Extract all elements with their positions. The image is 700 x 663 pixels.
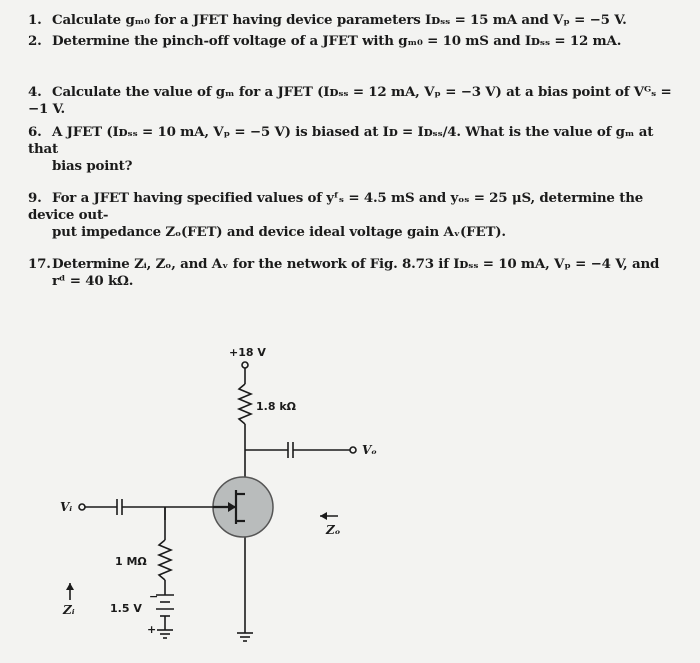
problem-number: 9. — [28, 190, 42, 206]
problem-number: 4. — [28, 84, 42, 100]
problem-number: 2. — [28, 33, 42, 49]
supply-terminal — [242, 362, 248, 368]
problem-text-continued: rᵈ = 40 kΩ. — [52, 273, 134, 289]
gate-resistor-label: 1 MΩ — [115, 555, 147, 568]
battery-plus-label: + — [147, 623, 157, 636]
problem-text-continued: bias point? — [52, 158, 133, 174]
input-impedance-label: Zᵢ — [63, 603, 75, 617]
gate-resistor — [159, 540, 171, 580]
problem-number: 6. — [28, 124, 42, 140]
battery-minus-label: − — [149, 590, 159, 603]
battery-label: 1.5 V — [110, 602, 142, 615]
problem-number: 17. — [28, 256, 51, 272]
drain-resistor-label: 1.8 kΩ — [256, 400, 296, 413]
input-terminal — [79, 504, 85, 510]
problem-text: Determine Zᵢ, Zₒ, and Aᵥ for the network of Fig. 8.73 if Iᴅₛₛ = 10 mA, Vₚ = −4 V, and — [52, 256, 660, 272]
problem-text: Calculate gₘ₀ for a JFET having device parameters Iᴅₛₛ = 15 mA and Vₚ = −5 V. — [52, 12, 627, 28]
zi-arrowhead-icon — [66, 583, 74, 590]
problem-text-continued: put impedance Zₒ(FET) and device ideal voltage gain Aᵥ(FET). — [52, 224, 506, 240]
zo-arrowhead-icon — [320, 512, 327, 520]
supply-voltage-label: +18 V — [229, 346, 266, 359]
problem-text: For a JFET having specified values of yᶠₛ = 4.5 mS and yₒₛ = 25 μS, determine the device out- — [28, 190, 644, 223]
output-voltage-label: Vₒ — [362, 443, 377, 457]
problem-number: 1. — [28, 12, 42, 28]
problem-text: Calculate the value of gₘ for a JFET (Iᴅₛₛ = 12 mA, Vₚ = −3 V) at a bias point of Vᴳₛ = −1 V. — [28, 84, 672, 117]
input-voltage-label: Vᵢ — [60, 500, 73, 514]
output-terminal — [350, 447, 356, 453]
output-impedance-label: Zₒ — [326, 523, 341, 537]
drain-resistor — [239, 384, 251, 424]
problem-text: A JFET (Iᴅₛₛ = 10 mA, Vₚ = −5 V) is biased at Iᴅ = Iᴅₛₛ/4. What is the value of gₘ at that — [28, 124, 654, 157]
problem-text: Determine the pinch-off voltage of a JFET with gₘ₀ = 10 mS and Iᴅₛₛ = 12 mA. — [52, 33, 622, 49]
